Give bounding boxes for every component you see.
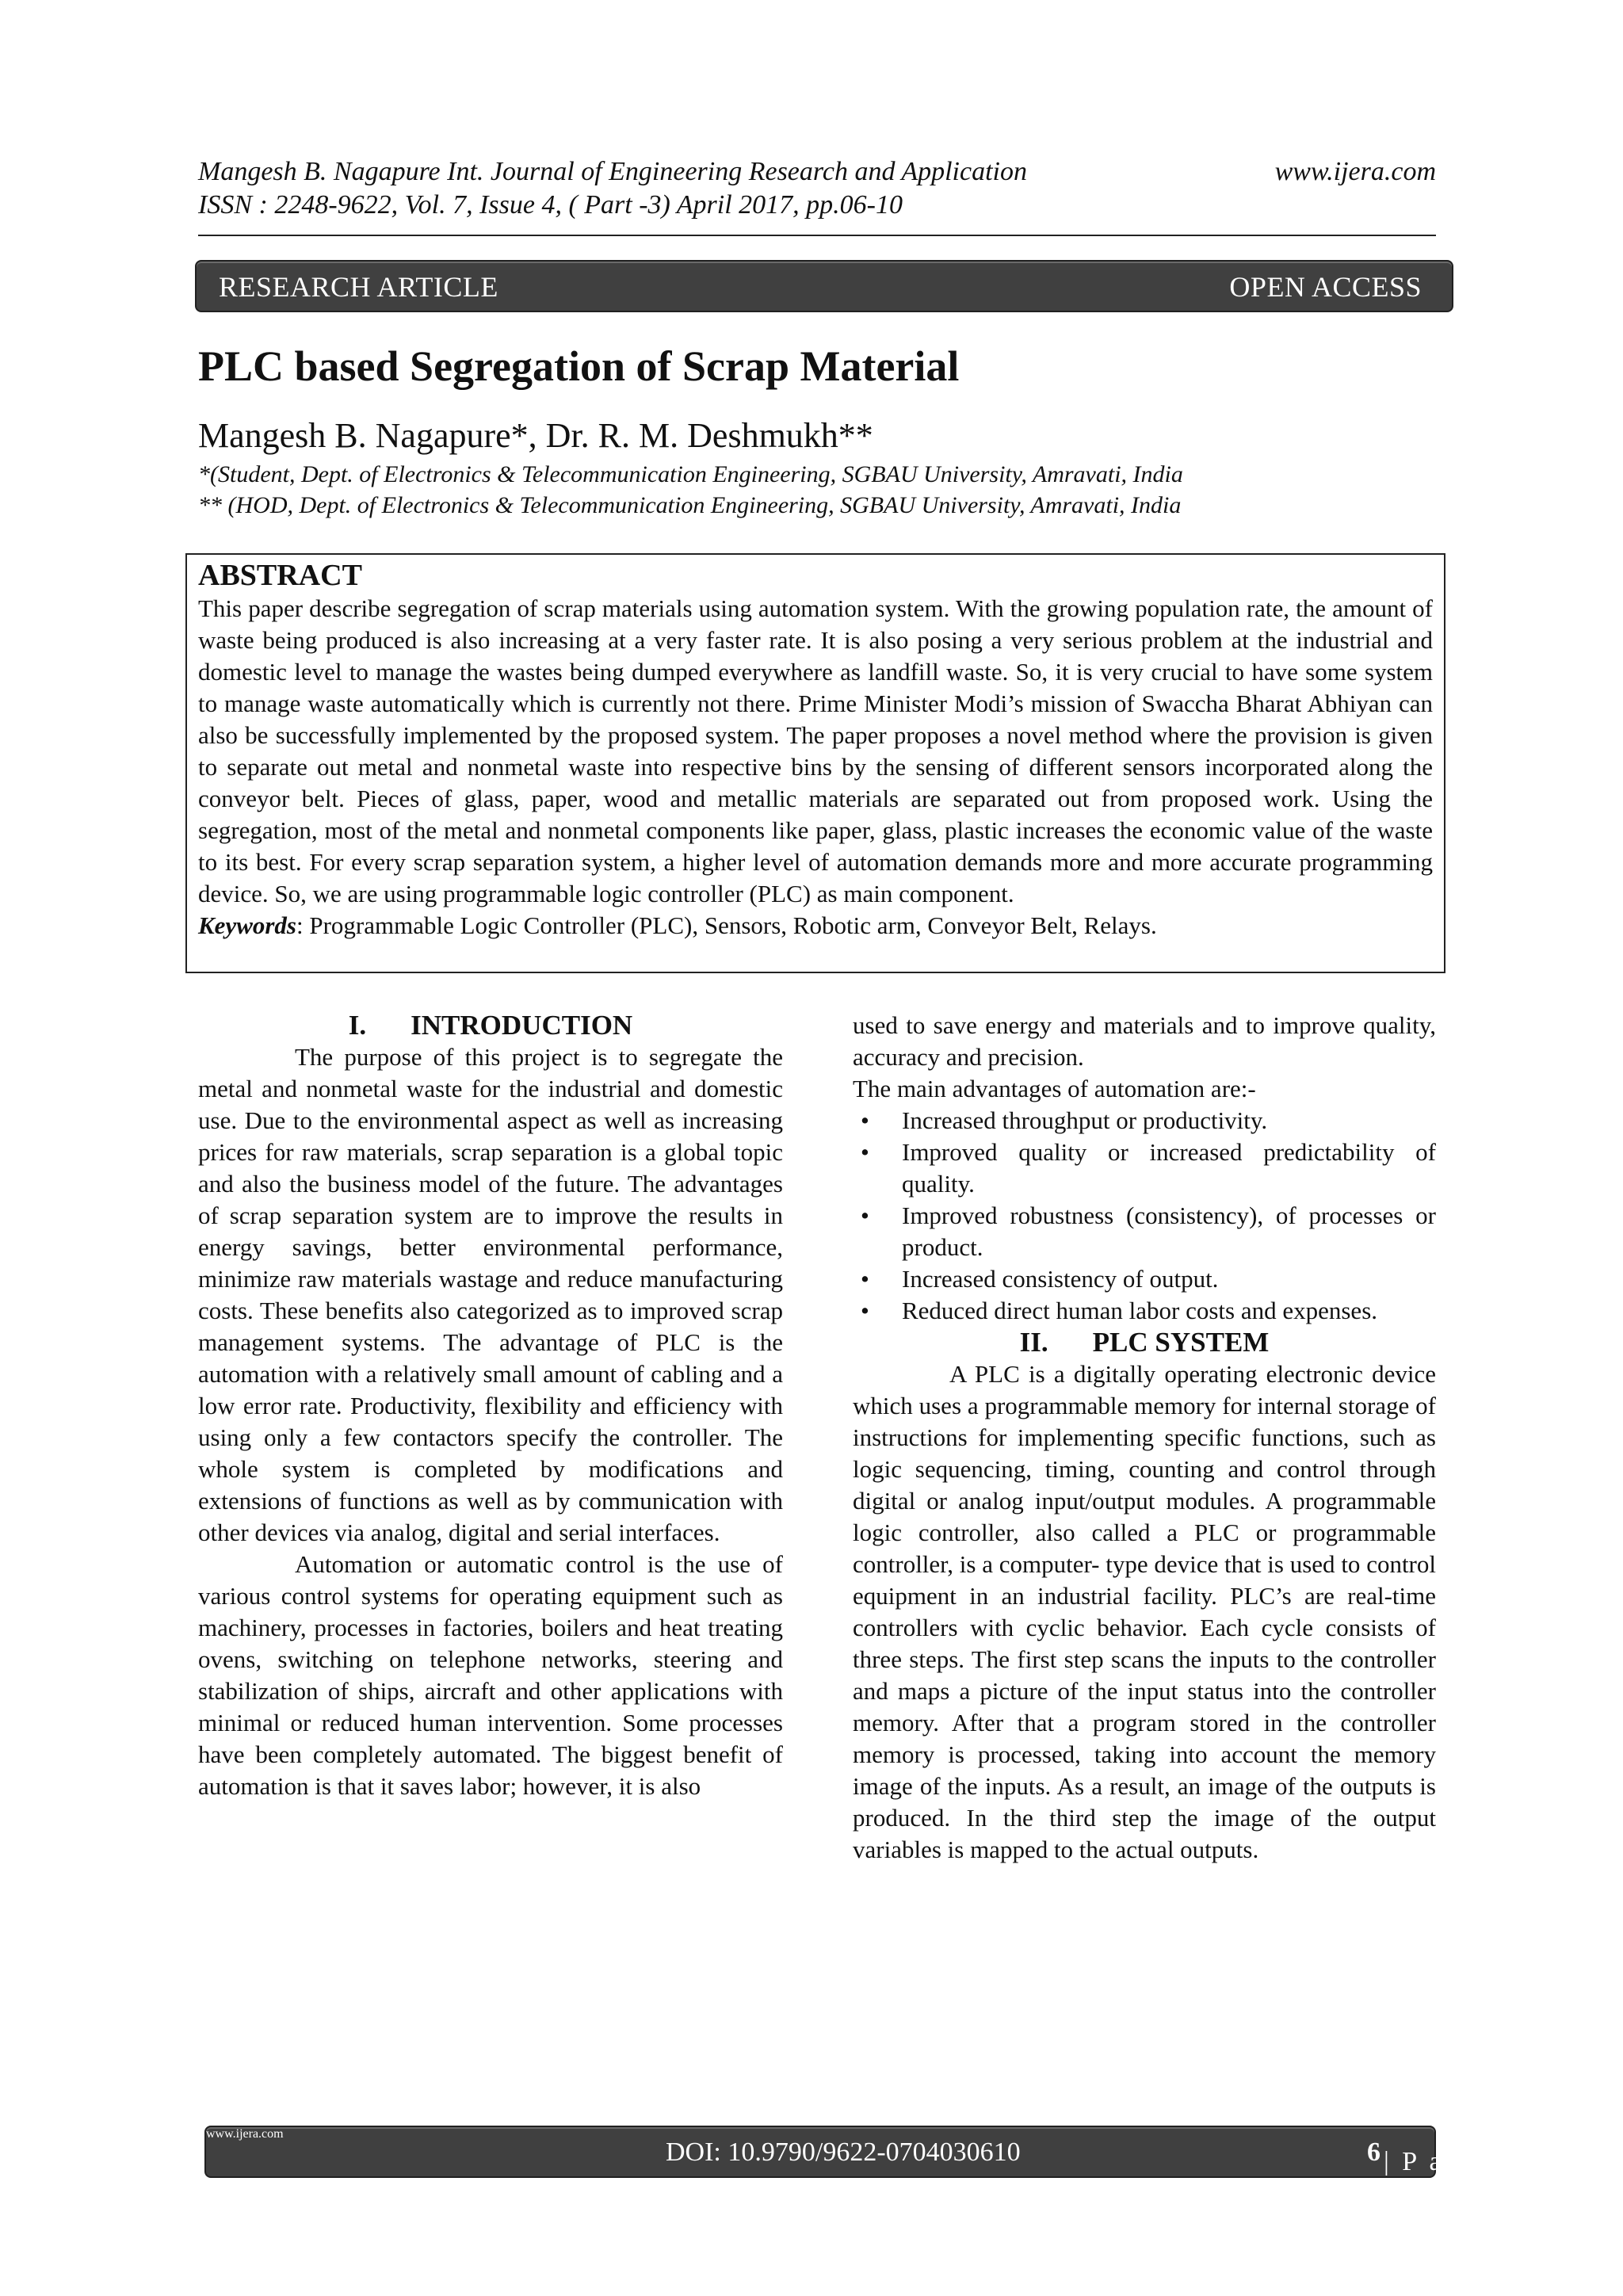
right-column xyxy=(853,1010,1436,1866)
abstract-heading: ABSTRACT xyxy=(198,559,362,592)
abstract-box xyxy=(185,553,1445,973)
footer-journal-link[interactable]: www.ijera.com xyxy=(206,2127,284,2141)
paper-title: PLC based Segregation of Scrap Material xyxy=(198,342,960,390)
section-heading-plc-system xyxy=(853,1327,1436,1358)
open-access-label: OPEN ACCESS xyxy=(1229,271,1422,303)
section-heading-introduction xyxy=(198,1010,783,1041)
abstract-text: This paper describe segregation of scrap materials using automation system. With the growing population rate, the amount of waste being produced is also increasing at a very faster rate. It is also posing a very serious problem at the industrial and domestic level to manage the wastes being dumped everywhere as landfill waste. So, it is very crucial to have some system to manage waste automatically which is currently not there. Prime Minister Modi’s mission of Swaccha Bharat Abhiyan can also be successfully implemented by the proposed system. The paper proposes a novel method where the provision is given to separate out metal and nonmetal waste into respective bins by the sensing of different sensors incorporated along the conveyor belt. Pieces of glass, paper, wood and metallic materials are separated out from proposed work. Using the segregation, most of the metal and nonmetal components like paper, glass, plastic increases the economic value of the waste to its best. For every scrap separation system, a higher level of automation demands more and more accurate programming device. So, we are using programmable logic controller (PLC) as main component. xyxy=(198,594,1433,907)
list-item: • Improved robustness (consistency), of processes or product. xyxy=(861,1201,1436,1261)
section-title: INTRODUCTION xyxy=(411,1010,633,1041)
page-label: | P a g e xyxy=(1384,2147,1496,2176)
issn-line: ISSN : 2248-9622, Vol. 7, Issue 4, ( Part -3) April 2017, pp.06-10 xyxy=(198,190,903,220)
list-item: • Reduced direct human labor costs and expenses. xyxy=(853,1295,1436,1327)
page-footer xyxy=(204,2126,1496,2178)
article-type-label: RESEARCH ARTICLE xyxy=(219,271,498,303)
keywords-label: Keywords xyxy=(198,911,296,939)
article-type-banner xyxy=(195,260,1453,312)
affiliation-2: ** (HOD, Dept. of Electronics & Telecommunication Engineering, SGBAU University, Amravati, India xyxy=(198,492,1182,518)
header-journal-link[interactable]: www.ijera.com xyxy=(1274,157,1436,186)
section-title: PLC SYSTEM xyxy=(1092,1327,1270,1358)
affiliation-1: *(Student, Dept. of Electronics & Telecommunication Engineering, SGBAU University, Amravati, India xyxy=(198,461,1183,487)
running-header xyxy=(198,155,1436,236)
list-item: • Improved quality or increased predictability of quality. xyxy=(861,1138,1436,1198)
bullet-icon: • xyxy=(861,1265,869,1293)
footer-doi: DOI: 10.9790/9622-0704030610 xyxy=(666,2137,1021,2167)
advantages-intro: The main advantages of automation are:- xyxy=(853,1075,1256,1102)
keywords-text: : Programmable Logic Controller (PLC), Sensors, Robotic arm, Conveyor Belt, Relays. xyxy=(296,911,1157,939)
advantages-list xyxy=(853,1105,1436,1327)
keywords-line xyxy=(198,910,1433,942)
left-column xyxy=(198,1010,783,1802)
page-number-value: 6 xyxy=(1367,2137,1384,2167)
list-item: • Increased throughput or productivity. xyxy=(853,1105,1436,1137)
bullet-icon: • xyxy=(861,1106,869,1134)
bullet-icon: • xyxy=(861,1201,869,1229)
bullet-icon: • xyxy=(861,1297,869,1324)
section-number: I. xyxy=(348,1010,367,1041)
author-list: Mangesh B. Nagapure*, Dr. R. M. Deshmukh** xyxy=(198,416,873,455)
plc-paragraph-1: A PLC is a digitally operating electronic device which uses a programmable memory for internal storage of instructions for implementing specific functions, such as logic sequencing, timing, counting and control through digital or analog input/output modules. A programmable logic controller, also called a PLC or programmable controller, is a computer- type device that is used to control equipment in an industrial facility. PLC’s are real-time controllers with cyclic behavior. Each cycle consists of three steps. The first step scans the inputs to the controller and maps a picture of the input status into the controller memory. After that a program stored in the controller memory is processed, taking into account the memory image of the inputs. As a result, an image of the outputs is produced. In the third step the image of the output variables is mapped to the actual outputs. xyxy=(853,1360,1436,1863)
section-number: II. xyxy=(1019,1327,1048,1358)
intro-paragraph-2: Automation or automatic control is the use of various control systems for operating equipment such as machinery, processes in factories, boilers and heat treating ovens, switching on telephone networks, steering and stabilization of ships, aircraft and other applications with minimal or reduced human intervention. Some processes have been completely automated. The biggest benefit of automation is that it saves labor; however, it is also xyxy=(198,1550,783,1800)
intro-paragraph-1: The purpose of this project is to segregate the metal and nonmetal waste for the industrial and domestic use. Due to the environmental aspect as well as increasing prices for raw materials, scrap separation is a global topic and also the business model of the future. The advantages of scrap separation system are to improve the results in energy savings, better environmental performance, minimize raw materials wastage and reduce manufacturing costs. These benefits also categorized as to improved scrap management systems. The advantage of PLC is the automation with a relatively small amount of cabling and a low error rate. Productivity, flexibility and efficiency with using only a few contactors specify the controller. The whole system is completed by modifications and extensions of functions as well as by communication with other devices via analog, digital and serial interfaces. xyxy=(198,1043,783,1546)
bullet-icon: • xyxy=(861,1138,869,1166)
journal-citation: Mangesh B. Nagapure Int. Journal of Engineering Research and Application xyxy=(198,157,1027,186)
page-number xyxy=(1367,2137,1496,2176)
list-item: • Increased consistency of output. xyxy=(853,1263,1436,1295)
intro-paragraph-2-continued: used to save energy and materials and to improve quality, accuracy and precision. xyxy=(853,1011,1436,1071)
